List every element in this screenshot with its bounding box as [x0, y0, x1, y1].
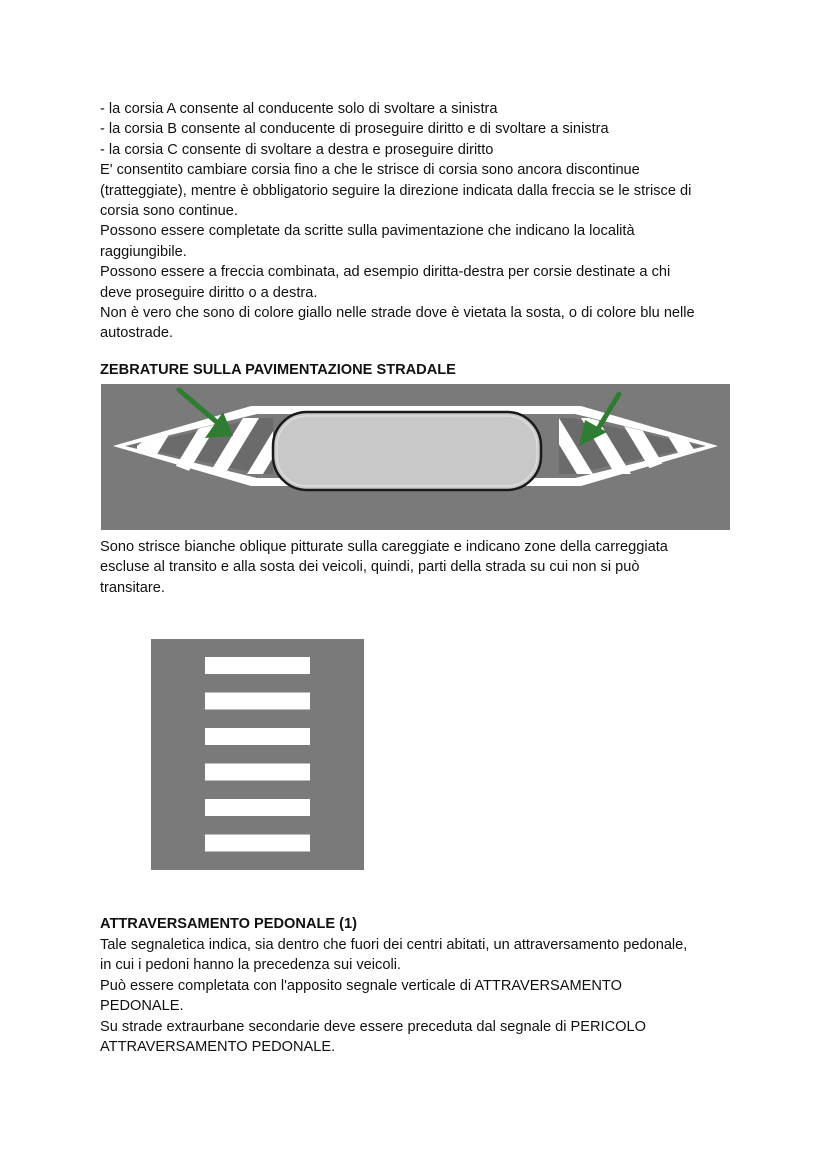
- text-line: Sono strisce bianche oblique pitturate sulla careggiate e indicano zone della carreggiata: [100, 539, 668, 555]
- text-line: - la corsia C consente di svoltare a destra e proseguire diritto: [100, 141, 494, 158]
- crosswalk-stripe: [205, 728, 310, 745]
- text-line: PEDONALE.: [100, 998, 184, 1015]
- traffic-island-figure: [101, 384, 730, 530]
- text-line: in cui i pedoni hanno la precedenza sui veicoli.: [100, 957, 401, 974]
- zebrature-paragraph: [100, 537, 740, 598]
- lanes-paragraph: [100, 99, 740, 344]
- text-line: escluse al transito e alla sosta dei veicoli, quindi, parti della strada su cui non si può: [100, 559, 640, 576]
- crosswalk-stripe: [205, 835, 310, 852]
- island-body: [273, 412, 541, 490]
- crosswalk-figure: [151, 639, 364, 870]
- text-line: Tale segnaletica indica, sia dentro che fuori dei centri abitati, un attraversamento pedonale,: [100, 937, 688, 953]
- text-line: autostrade.: [100, 325, 174, 342]
- text-line: Non è vero che sono di colore giallo nelle strade dove è vietata la sosta, o di colore blu nelle: [100, 305, 695, 322]
- crosswalk-stripe: [205, 764, 310, 781]
- text-line: - la corsia B consente al conducente di proseguire diritto e di svoltare a sinistra: [100, 121, 609, 138]
- crosswalk-stripe: [205, 799, 310, 816]
- pedestrian-paragraph: [100, 935, 740, 1057]
- text-line: transitare.: [100, 579, 165, 596]
- text-line: Su strade extraurbane secondarie deve essere preceduta dal segnale di PERICOLO: [100, 1018, 646, 1035]
- text-line: - la corsia A consente al conducente solo di svoltare a sinistra: [100, 101, 498, 117]
- zebrature-heading: ZEBRATURE SULLA PAVIMENTAZIONE STRADALE: [100, 362, 456, 378]
- text-line: Può essere completata con l'apposito segnale verticale di ATTRAVERSAMENTO: [100, 977, 622, 994]
- pedestrian-heading: ATTRAVERSAMENTO PEDONALE (1): [100, 916, 358, 932]
- text-line: corsia sono continue.: [100, 203, 238, 220]
- text-line: ATTRAVERSAMENTO PEDONALE.: [100, 1039, 336, 1056]
- text-line: deve proseguire diritto o a destra.: [100, 284, 318, 301]
- text-line: (tratteggiate), mentre è obbligatorio seguire la direzione indicata dalla freccia se le strisce di: [100, 182, 692, 199]
- text-line: raggiungibile.: [100, 243, 187, 260]
- crosswalk-stripe: [205, 693, 310, 710]
- crosswalk-stripe: [205, 657, 310, 674]
- text-line: Possono essere completate da scritte sulla pavimentazione che indicano la località: [100, 223, 635, 240]
- text-line: E' consentito cambiare corsia fino a che le strisce di corsia sono ancora discontinue: [100, 162, 640, 179]
- text-line: Possono essere a freccia combinata, ad esempio diritta-destra per corsie destinate a chi: [100, 264, 671, 281]
